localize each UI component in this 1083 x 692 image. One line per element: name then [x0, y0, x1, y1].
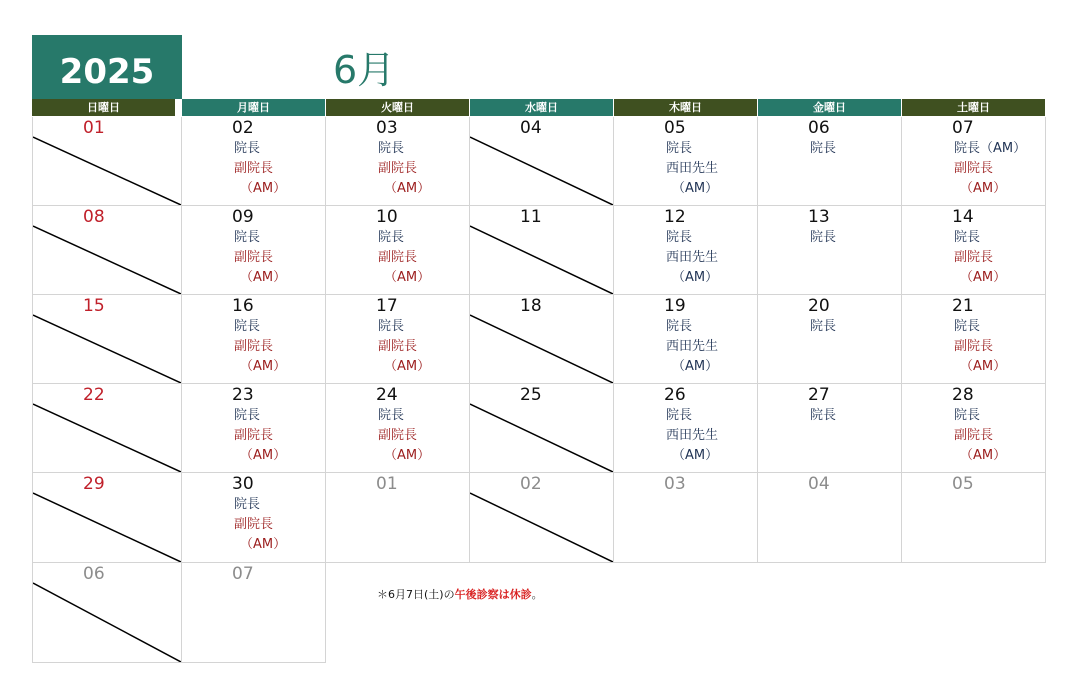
schedule-entry: 院長	[810, 141, 837, 156]
schedule-entry: （AM）	[960, 181, 1007, 196]
day-number: 13	[808, 207, 830, 227]
schedule-entry: 院長	[954, 408, 981, 423]
day-number: 11	[520, 207, 542, 227]
schedule-entry: 副院長	[954, 428, 994, 443]
schedule-entry: （AM）	[672, 448, 719, 463]
calendar-day-cell	[758, 384, 902, 473]
calendar-day-cell	[182, 384, 326, 473]
calendar-day-cell	[32, 295, 182, 384]
schedule-entry: 院長	[810, 230, 837, 245]
weekday-monday: 月曜日	[182, 99, 325, 116]
day-number: 23	[232, 385, 254, 405]
doctor-schedule	[378, 228, 430, 288]
schedule-entry: （AM）	[384, 448, 431, 463]
weekday-thursday: 木曜日	[614, 99, 757, 116]
schedule-entry: 副院長	[378, 250, 418, 265]
calendar-day-cell	[326, 295, 470, 384]
schedule-entry: （AM）	[240, 181, 287, 196]
day-number: 08	[83, 207, 105, 227]
schedule-entry: 院長	[954, 230, 981, 245]
weekday-friday: 金曜日	[758, 99, 901, 116]
day-number: 26	[664, 385, 686, 405]
day-number: 01	[83, 118, 105, 138]
calendar-day-cell	[470, 206, 614, 295]
calendar-day-cell	[614, 206, 758, 295]
schedule-entry: 院長	[378, 319, 405, 334]
day-number: 09	[232, 207, 254, 227]
schedule-entry: 院長	[234, 141, 261, 156]
schedule-entry: 西田先生	[666, 161, 719, 176]
day-number: 03	[376, 118, 398, 138]
schedule-entry: 院長	[234, 408, 261, 423]
day-number: 12	[664, 207, 686, 227]
day-number: 06	[808, 118, 830, 138]
schedule-entry: （AM）	[384, 181, 431, 196]
doctor-schedule	[234, 406, 286, 466]
day-number: 04	[808, 474, 830, 494]
day-number: 30	[232, 474, 254, 494]
day-number: 15	[83, 296, 105, 316]
weekday-saturday: 土曜日	[902, 99, 1045, 116]
doctor-schedule	[954, 317, 1006, 377]
schedule-entry: （AM）	[672, 270, 719, 285]
year-label: 2025	[32, 35, 182, 99]
doctor-schedule	[234, 228, 286, 288]
doctor-schedule	[810, 406, 836, 426]
day-number: 16	[232, 296, 254, 316]
calendar-day-cell	[182, 473, 326, 563]
day-number: 05	[952, 474, 974, 494]
closure-note	[377, 586, 543, 602]
closed-day-slash	[33, 295, 181, 383]
day-number: 17	[376, 296, 398, 316]
day-number: 06	[83, 564, 105, 584]
day-number: 14	[952, 207, 974, 227]
doctor-schedule	[810, 317, 836, 337]
schedule-entry: 副院長	[234, 250, 274, 265]
schedule-entry: 院長	[378, 230, 405, 245]
schedule-entry: 院長	[810, 408, 837, 423]
schedule-entry: 副院長	[954, 250, 994, 265]
calendar-day-cell	[758, 206, 902, 295]
schedule-entry: 西田先生	[666, 428, 719, 443]
day-number: 02	[520, 474, 542, 494]
day-number: 01	[376, 474, 398, 494]
calendar-day-cell	[614, 295, 758, 384]
schedule-entry: （AM）	[240, 448, 287, 463]
schedule-entry: 副院長	[954, 339, 994, 354]
calendar-day-cell	[326, 384, 470, 473]
closure-note-suffix: 。	[531, 588, 543, 601]
calendar-day-cell	[902, 206, 1046, 295]
schedule-entry: （AM）	[960, 448, 1007, 463]
calendar-day-cell	[32, 206, 182, 295]
day-number: 20	[808, 296, 830, 316]
doctor-schedule	[234, 495, 286, 555]
weekday-wednesday: 水曜日	[470, 99, 613, 116]
weekday-header-row	[32, 99, 1046, 116]
schedule-entry: 院長（AM）	[954, 141, 1027, 156]
schedule-entry: 西田先生	[666, 250, 719, 265]
calendar-day-cell	[758, 117, 902, 206]
calendar-day-cell	[182, 206, 326, 295]
closure-note-emphasis: 午後診察は休診	[454, 588, 532, 601]
day-number: 29	[83, 474, 105, 494]
schedule-entry: （AM）	[384, 270, 431, 285]
calendar-day-cell	[32, 563, 182, 663]
calendar-grid	[32, 117, 1046, 663]
calendar-day-cell	[32, 117, 182, 206]
calendar-day-cell	[182, 117, 326, 206]
doctor-schedule	[954, 406, 1006, 466]
schedule-entry: 院長	[666, 319, 693, 334]
schedule-entry: 院長	[234, 319, 261, 334]
calendar-day-cell	[758, 473, 902, 563]
day-number: 03	[664, 474, 686, 494]
day-number: 27	[808, 385, 830, 405]
doctor-schedule	[234, 139, 286, 199]
day-number: 10	[376, 207, 398, 227]
calendar-day-cell	[758, 295, 902, 384]
schedule-entry: 副院長	[378, 428, 418, 443]
schedule-entry: 院長	[666, 408, 693, 423]
closed-day-slash	[33, 206, 181, 294]
schedule-entry: 院長	[810, 319, 837, 334]
closure-note-prefix: ＊6月7日(土)の	[377, 588, 455, 601]
schedule-entry: （AM）	[960, 359, 1007, 374]
schedule-entry: （AM）	[240, 359, 287, 374]
calendar-day-cell	[614, 384, 758, 473]
doctor-schedule	[666, 406, 718, 466]
doctor-schedule	[954, 228, 1006, 288]
schedule-entry: 西田先生	[666, 339, 719, 354]
day-number: 18	[520, 296, 542, 316]
calendar-day-cell	[902, 473, 1046, 563]
day-number: 07	[952, 118, 974, 138]
calendar-day-cell	[32, 384, 182, 473]
doctor-schedule	[666, 139, 718, 199]
doctor-schedule	[378, 317, 430, 377]
calendar-day-cell	[902, 384, 1046, 473]
schedule-entry: 副院長	[378, 339, 418, 354]
calendar-day-cell	[326, 473, 470, 563]
calendar-day-cell	[32, 473, 182, 563]
schedule-entry: 副院長	[954, 161, 994, 176]
closed-day-slash	[33, 117, 181, 205]
calendar-day-cell	[182, 295, 326, 384]
schedule-entry: 院長	[666, 141, 693, 156]
schedule-entry: 副院長	[234, 161, 274, 176]
day-number: 07	[232, 564, 254, 584]
schedule-entry: （AM）	[240, 537, 287, 552]
day-number: 21	[952, 296, 974, 316]
day-number: 19	[664, 296, 686, 316]
schedule-entry: 副院長	[234, 428, 274, 443]
day-number: 04	[520, 118, 542, 138]
schedule-entry: （AM）	[960, 270, 1007, 285]
doctor-schedule	[378, 139, 430, 199]
calendar-day-cell	[614, 117, 758, 206]
doctor-schedule	[810, 228, 836, 248]
schedule-entry: 院長	[234, 230, 261, 245]
schedule-entry: 院長	[378, 141, 405, 156]
day-number: 25	[520, 385, 542, 405]
calendar-day-cell	[470, 295, 614, 384]
calendar-day-cell	[902, 117, 1046, 206]
day-number: 02	[232, 118, 254, 138]
month-title: 6月	[333, 48, 396, 92]
closed-day-slash	[33, 563, 181, 662]
schedule-entry: 副院長	[378, 161, 418, 176]
calendar-day-cell	[470, 384, 614, 473]
calendar-day-cell	[326, 117, 470, 206]
doctor-schedule	[810, 139, 836, 159]
day-number: 24	[376, 385, 398, 405]
day-number: 22	[83, 385, 105, 405]
calendar-day-cell	[182, 563, 326, 663]
doctor-schedule	[954, 139, 1026, 199]
calendar-day-cell	[470, 117, 614, 206]
closed-day-slash	[33, 384, 181, 472]
schedule-entry: 院長	[234, 497, 261, 512]
calendar-day-cell	[326, 206, 470, 295]
schedule-entry: （AM）	[384, 359, 431, 374]
doctor-schedule	[378, 406, 430, 466]
doctor-schedule	[666, 317, 718, 377]
weekday-sunday: 日曜日	[32, 99, 175, 116]
calendar-day-cell	[902, 295, 1046, 384]
weekday-tuesday: 火曜日	[326, 99, 469, 116]
schedule-entry: 院長	[666, 230, 693, 245]
schedule-entry: 院長	[954, 319, 981, 334]
schedule-entry: 副院長	[234, 339, 274, 354]
schedule-entry: 副院長	[234, 517, 274, 532]
schedule-entry: （AM）	[240, 270, 287, 285]
doctor-schedule	[234, 317, 286, 377]
schedule-entry: （AM）	[672, 181, 719, 196]
schedule-entry: 院長	[378, 408, 405, 423]
day-number: 28	[952, 385, 974, 405]
calendar-day-cell	[470, 473, 614, 563]
day-number: 05	[664, 118, 686, 138]
schedule-entry: （AM）	[672, 359, 719, 374]
doctor-schedule	[666, 228, 718, 288]
closed-day-slash	[33, 473, 181, 562]
calendar-day-cell	[614, 473, 758, 563]
